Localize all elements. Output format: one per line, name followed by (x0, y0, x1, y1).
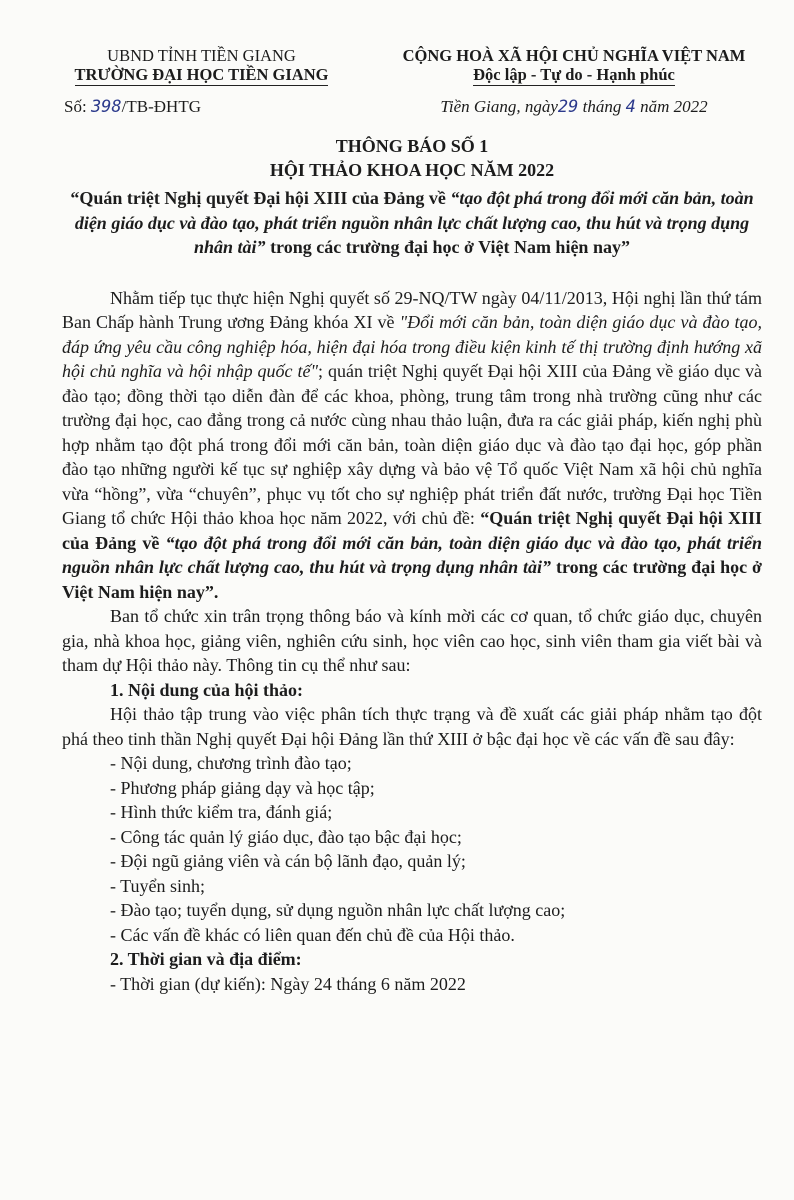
list-item: - Đào tạo; tuyển dụng, sử dụng nguồn nhân lực chất lượng cao; (110, 900, 566, 920)
handwritten-day: 29 (557, 97, 579, 117)
document-page (62, 46, 762, 996)
list-item: - Hình thức kiểm tra, đánh giá; (110, 802, 333, 822)
list-item: - Phương pháp giảng dạy và học tập; (110, 777, 375, 798)
list-item: - Tuyển sinh; (110, 875, 206, 896)
document-date: Tiền Giang, ngày29 tháng 4 năm 2022 (440, 97, 708, 117)
national-name: CỘNG HOÀ XÃ HỘI CHỦ NGHĨA VIỆT NAM (402, 46, 746, 65)
intro-paragraph: Nhằm tiếp tục thực hiện Nghị quyết số 29-NQ/TW ngày 04/11/2013, Hội nghị lần thứ tám Ban Chấp hành Trung ương Đảng khóa XI về "Đổi mới căn bản, toàn diện giáo dục và đào tạo, đáp ứng yêu cầu công nghiệp hóa, hiện đại hóa trong điều kiện kinh tế thị trường định hướng xã hội chủ nghĩa và hội nhập quốc tế"; quán triệt Nghị quyết Đại hội XIII của Đảng về giáo dục và đào tạo; đồng thời tạo diễn đàn để các khoa, phòng, trung tâm trong nhà trường cũng như các trường đại học, cao đẳng trong cả nước cùng nhau thảo luận, đưa ra các giải pháp, kiến nghị phù hợp nhằm tạo đột phá trong đổi mới căn bản, toàn diện giáo dục và đào tạo đại học, góp phần đào tạo những người kế tục sự nghiệp xây dựng và bảo vệ Tổ quốc Việt Nam xã hội chủ nghĩa vừa “hồng”, vừa “chuyên”, phục vụ tốt cho sự nghiệp phát triển đất nước, trường Đại học Tiền Giang tổ chức Hội thảo khoa học năm 2022, với chủ đề: “Quán triệt Nghị quyết Đại hội XIII của Đảng về “tạo đột phá trong đổi mới căn bản, toàn diện giáo dục và đào tạo, phát triển nguồn nhân lực chất lượng cao, thu hút và trọng dụng nhân tài” trong các trường đại học ở Việt Nam hiện nay”. (62, 287, 763, 602)
issuer-parent: UBND TỈNH TIỀN GIANG (107, 46, 296, 65)
list-item: - Thời gian (dự kiến): Ngày 24 tháng 6 năm 2022 (110, 973, 466, 994)
issuer-name: TRƯỜNG ĐẠI HỌC TIỀN GIANG (74, 65, 329, 84)
handwritten-month: 4 (625, 97, 636, 117)
invitation-paragraph: Ban tổ chức xin trân trọng thông báo và kính mời các cơ quan, tổ chức giáo dục, chuyên gia, nhà khoa học, giảng viên, nghiên cứu sinh, học viên cao học, sinh viên tham gia viết bài và tham dự Hội thảo này. Thông tin cụ thể như sau: (62, 606, 762, 675)
national-motto-block (374, 46, 774, 118)
section-2-heading: 2. Thời gian và địa điểm: (110, 949, 302, 969)
issuer-block (54, 46, 349, 118)
list-item: - Nội dung, chương trình đào tạo; (110, 753, 352, 773)
list-item: - Các vấn đề khác có liên quan đến chủ đề của Hội thảo. (110, 924, 515, 945)
section-1-heading: 1. Nội dung của hội thảo: (110, 679, 304, 700)
document-subtitle: “Quán triệt Nghị quyết Đại hội XIII của Đảng về “tạo đột phá trong đổi mới căn bản, toàn diện giáo dục và đào tạo, phát triển nguồn nhân lực chất lượng cao, thu hút và trọng dụng nhân tài” trong các trường đại học ở Việt Nam hiện nay” (70, 188, 754, 257)
handwritten-number: 398 (90, 97, 122, 117)
list-item: - Công tác quản lý giáo dục, đào tạo bậc đại học; (110, 826, 462, 847)
list-item: - Đội ngũ giảng viên và cán bộ lãnh đạo, quản lý; (110, 851, 466, 871)
document-header (62, 46, 762, 118)
document-number: Số: 398/TB-ĐHTG (64, 97, 201, 117)
national-motto: Độc lập - Tự do - Hạnh phúc (473, 65, 675, 84)
section-1-list (62, 751, 762, 947)
document-title: THÔNG BÁO SỐ 1 HỘI THẢO KHOA HỌC NĂM 2022 (269, 136, 555, 180)
section-1-text: Hội thảo tập trung vào việc phân tích thực trạng và đề xuất các giải pháp nhằm tạo đột phá theo tinh thần Nghị quyết Đại hội Đảng lần thứ XIII ở bậc đại học về các vấn đề sau đây: (62, 704, 762, 749)
